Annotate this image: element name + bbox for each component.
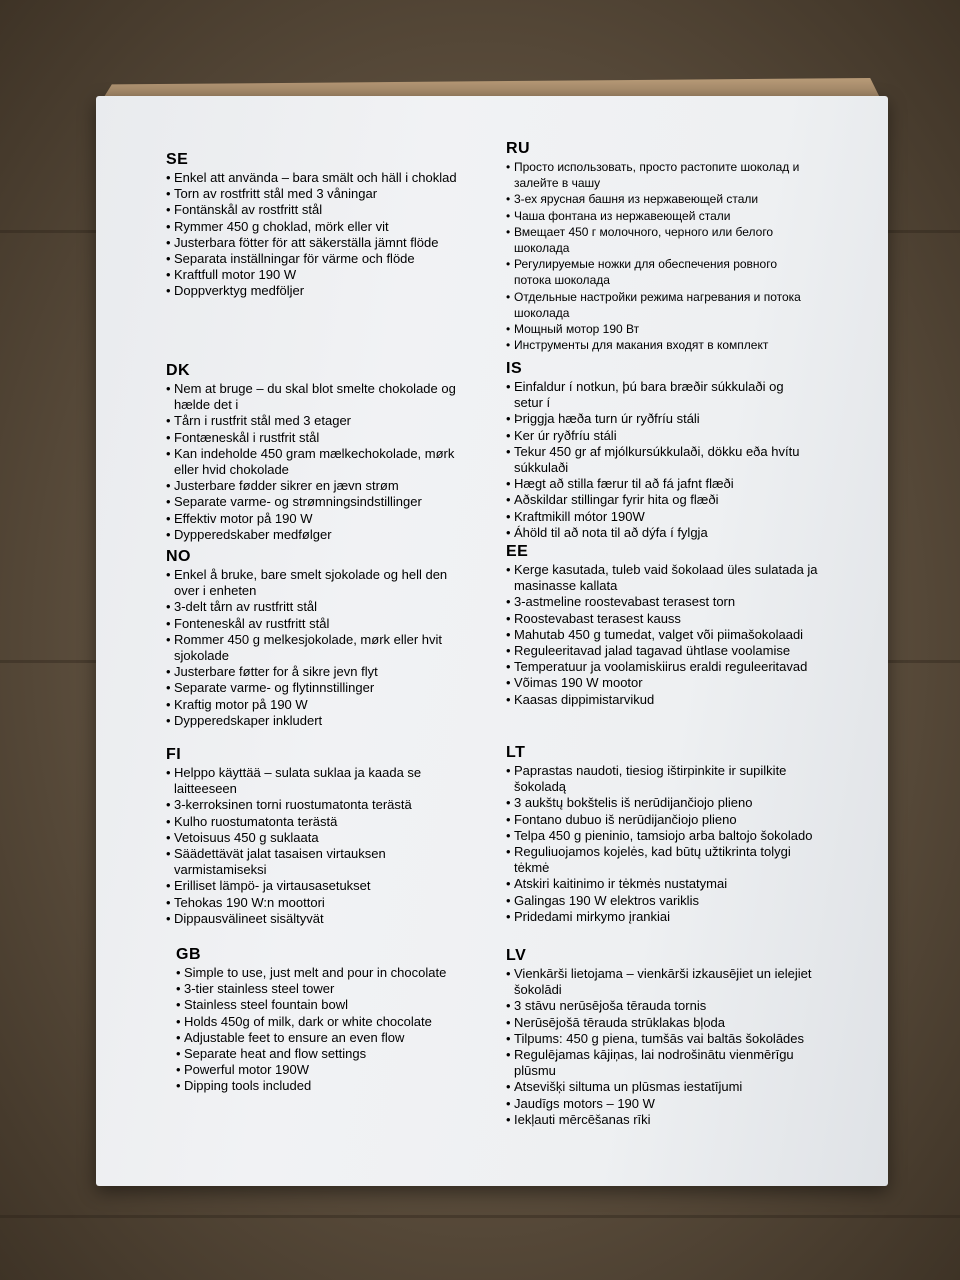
list-item: • Doppverktyg medföljer: [166, 283, 466, 299]
section-code: DK: [166, 362, 191, 379]
section-fi: [166, 746, 466, 927]
section-lv: [506, 947, 826, 1128]
list-item: • Võimas 190 W mootor: [506, 675, 826, 691]
list-item: • Torn av rostfritt stål med 3 våningar: [166, 186, 466, 202]
list-item: • Justerbare føtter for å sikre jevn flyt: [166, 664, 476, 680]
list-item: • Инструменты для макания входят в комплект: [506, 337, 816, 353]
list-item: • Galingas 190 W elektros variklis: [506, 893, 816, 909]
list-item: • Justerbare fødder sikrer en jævn strøm: [166, 478, 476, 494]
list-item: • Paprastas naudoti, tiesiog ištirpinkite ir supilkite šokoladą: [506, 763, 816, 795]
list-item: • 3-delt tårn av rustfritt stål: [166, 599, 476, 615]
list-item: • Áhöld til að nota til að dýfa í fylgja: [506, 525, 816, 541]
list-item: • Fontæneskål i rustfrit stål: [166, 430, 476, 446]
list-item: • Adjustable feet to ensure an even flow: [176, 1030, 486, 1046]
list-item: • Fontano dubuo iš nerūdijančiojo plieno: [506, 812, 816, 828]
section-code: GB: [176, 946, 201, 963]
list-item: • Hægt að stilla færur til að fá jafnt flæði: [506, 476, 816, 492]
list-item: • Separate varme- og flytinnstillinger: [166, 680, 476, 696]
section-ee: [506, 543, 826, 708]
list-item: • Einfaldur í notkun, þú bara bræðir súkkulaði og setur í: [506, 379, 816, 411]
list-item: • Tårn i rustfrit stål med 3 etager: [166, 413, 476, 429]
list-item: • Atskiri kaitinimo ir tėkmės nustatymai: [506, 876, 816, 892]
list-item: • Enkel att använda – bara smält och häll i choklad: [166, 170, 466, 186]
section-code: LV: [506, 947, 527, 964]
list-item: • Rymmer 450 g choklad, mörk eller vit: [166, 219, 466, 235]
list-item: • Kraftig motor på 190 W: [166, 697, 476, 713]
list-item: • Atsevišķi siltuma un plūsmas iestatījumi: [506, 1079, 826, 1095]
list-item: • Powerful motor 190W: [176, 1062, 486, 1078]
list-item: • Ker úr ryðfríu stáli: [506, 428, 816, 444]
section-code: EE: [506, 543, 529, 560]
list-item: • Reguliuojamos kojelės, kad būtų užtikrinta tolygi tėkmė: [506, 844, 816, 876]
list-item: • Roostevabast terasest kauss: [506, 611, 826, 627]
list-item: • Мощный мотор 190 Вт: [506, 321, 816, 337]
list-item: • Отдельные настройки режима нагревания и потока шоколада: [506, 289, 816, 321]
section-no: [166, 548, 476, 729]
list-item: • Temperatuur ja voolamiskiirus eraldi reguleeritavad: [506, 659, 826, 675]
section-dk: [166, 362, 476, 543]
section-code: LT: [506, 744, 526, 761]
list-item: • Holds 450g of milk, dark or white chocolate: [176, 1014, 486, 1030]
list-item: • Вмещает 450 г молочного, черного или белого шоколада: [506, 224, 816, 256]
list-item: • 3-ех ярусная башня из нержавеющей стали: [506, 191, 816, 207]
list-item: • Kraftfull motor 190 W: [166, 267, 466, 283]
list-item: • Stainless steel fountain bowl: [176, 997, 486, 1013]
section-code: RU: [506, 140, 531, 157]
list-item: • Dypperedskaper inkludert: [166, 713, 476, 729]
list-item: • Kan indeholde 450 gram mælkechokolade, mørk eller hvid chokolade: [166, 446, 476, 478]
list-item: • 3 aukštų bokštelis iš nerūdijančiojo plieno: [506, 795, 816, 811]
list-item: • Effektiv motor på 190 W: [166, 511, 476, 527]
list-item: • Vienkārši lietojama – vienkārši izkausējiet un ielejiet šokolādi: [506, 966, 826, 998]
list-item: • Pridedami mirkymo įrankiai: [506, 909, 816, 925]
list-item: • 3-astmeline roostevabast terasest torn: [506, 594, 826, 610]
list-item: • Separata inställningar för värme och flöde: [166, 251, 466, 267]
list-item: • Rommer 450 g melkesjokolade, mørk eller hvit sjokolade: [166, 632, 476, 664]
list-item: • Просто использовать, просто растопите шоколад и залейте в чашу: [506, 159, 816, 191]
list-item: • Erilliset lämpö- ja virtausasetukset: [166, 878, 466, 894]
list-item: • Mahutab 450 g tumedat, valget või piimašokolaadi: [506, 627, 826, 643]
list-item: • Dippausvälineet sisältyvät: [166, 911, 466, 927]
list-item: • 3-tier stainless steel tower: [176, 981, 486, 997]
list-item: • Kaasas dippimistarvikud: [506, 692, 826, 708]
list-item: • Iekļauti mērcēšanas rīki: [506, 1112, 826, 1128]
list-item: • Tilpums: 450 g piena, tumšās vai baltās šokolādes: [506, 1031, 826, 1047]
list-item: • Simple to use, just melt and pour in chocolate: [176, 965, 486, 981]
section-lt: [506, 744, 816, 925]
list-item: • Dipping tools included: [176, 1078, 486, 1094]
list-item: • Kulho ruostumatonta terästä: [166, 814, 466, 830]
list-item: • Regulējamas kājiņas, lai nodrošinātu vienmērīgu plūsmu: [506, 1047, 826, 1079]
section-gb: [176, 946, 486, 1095]
list-item: • Kraftmikill mótor 190W: [506, 509, 816, 525]
list-item: • Jaudīgs motors – 190 W: [506, 1096, 826, 1112]
list-item: • Vetoisuus 450 g suklaata: [166, 830, 466, 846]
product-box-side: [96, 96, 888, 1186]
section-ru: [506, 140, 816, 353]
list-item: • Separate varme- og strømningsindstillinger: [166, 494, 476, 510]
list-item: • Nerūsējošā tērauda strūklakas bļoda: [506, 1015, 826, 1031]
section-se: [166, 151, 466, 300]
list-item: • Enkel å bruke, bare smelt sjokolade og hell den over i enheten: [166, 567, 476, 599]
list-item: • 3 stāvu nerūsējoša tērauda tornis: [506, 998, 826, 1014]
section-code: NO: [166, 548, 191, 565]
list-item: • 3-kerroksinen torni ruostumatonta terästä: [166, 797, 466, 813]
list-item: • Helppo käyttää – sulata suklaa ja kaada se laitteeseen: [166, 765, 466, 797]
list-item: • Kerge kasutada, tuleb vaid šokolaad üles sulatada ja masinasse kallata: [506, 562, 826, 594]
section-code: FI: [166, 746, 182, 763]
list-item: • Separate heat and flow settings: [176, 1046, 486, 1062]
section-code: IS: [506, 360, 523, 377]
list-item: • Tekur 450 gr af mjólkursúkkulaði, dökku eða hvítu súkkulaði: [506, 444, 816, 476]
list-item: • Fontänskål av rostfritt stål: [166, 202, 466, 218]
list-item: • Регулируемые ножки для обеспечения ровного потока шоколада: [506, 256, 816, 288]
list-item: • Aðskildar stillingar fyrir hita og flæði: [506, 492, 816, 508]
couch-seam: [0, 1215, 960, 1218]
section-is: [506, 360, 816, 541]
list-item: • Чаша фонтана из нержавеющей стали: [506, 208, 816, 224]
list-item: • Säädettävät jalat tasaisen virtauksen varmistamiseksi: [166, 846, 466, 878]
list-item: • Þriggja hæða turn úr ryðfríu stáli: [506, 411, 816, 427]
list-item: • Telpa 450 g pieninio, tamsiojo arba baltojo šokolado: [506, 828, 816, 844]
list-item: • Reguleeritavad jalad tagavad ühtlase voolamise: [506, 643, 826, 659]
list-item: • Tehokas 190 W:n moottori: [166, 895, 466, 911]
list-item: • Nem at bruge – du skal blot smelte chokolade og hælde det i: [166, 381, 476, 413]
section-code: SE: [166, 151, 189, 168]
list-item: • Fonteneskål av rustfritt stål: [166, 616, 476, 632]
list-item: • Dypperedskaber medfølger: [166, 527, 476, 543]
list-item: • Justerbara fötter för att säkerställa jämnt flöde: [166, 235, 466, 251]
